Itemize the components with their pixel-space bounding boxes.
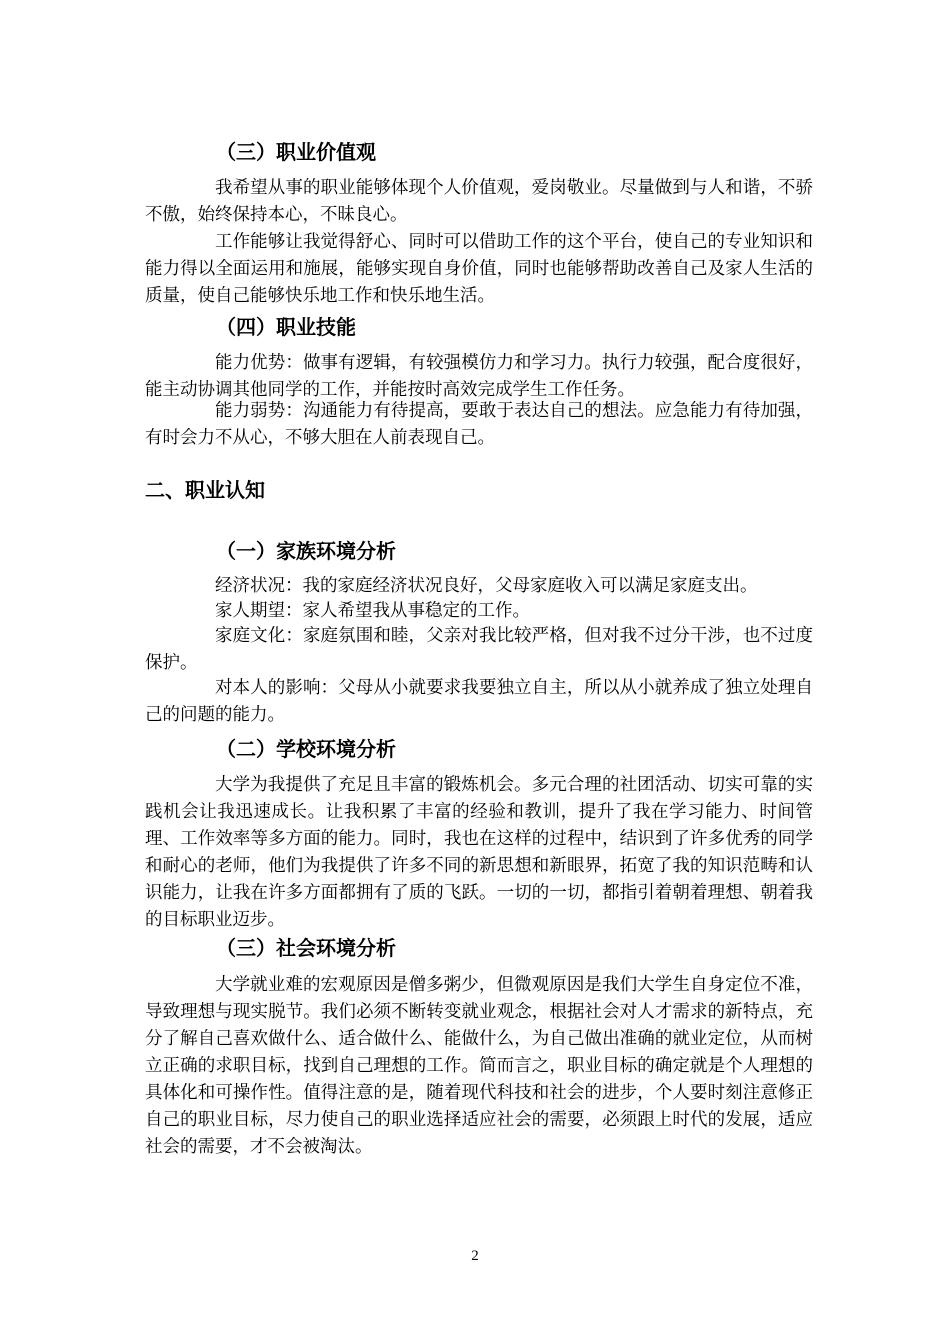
paragraph-family-economy: 经济状况：我的家庭经济状况良好，父母家庭收入可以满足家庭支出。 (215, 576, 758, 596)
heading-career-values: （三）职业价值观 (216, 140, 376, 164)
paragraph-family-expectation: 家人期望：家人希望我从事稳定的工作。 (215, 601, 530, 621)
heading-school-environment: （二）学校环境分析 (216, 737, 396, 761)
paragraph-school: 大学为我提供了充足且丰富的锻炼机会。多元合理的社团活动、切实可靠的实践机会让我迅速成长。让我积累了丰富的经验和教训，提升了我在学习能力、时间管理、工作效率等多方面的能力。同时，我也在这样的过程中，结识到了许多优秀的同学和耐心的老师，他们为我提供了许多不同的新思想和新眼界，拓宽了我的知识范畴和认识能力，让我在许多方面都拥有了质的飞跃。一切的一切，都指引着朝着理想、朝着我的目标职业迈步。 (145, 775, 813, 930)
paragraph-values-1: 我希望从事的职业能够体现个人价值观，爱岗敬业。尽量做到与人和谐，不骄不傲，始终保持本心，不昧良心。 (145, 178, 813, 225)
page-number: 2 (471, 1248, 479, 1264)
paragraph-family-influence: 对本人的影响：父母从小就要求我要独立自主，所以从小就养成了独立处理自己的问题的能力。 (145, 678, 813, 725)
paragraph-skills-strengths: 能力优势：做事有逻辑，有较强模仿力和学习力。执行力较强，配合度很好，能主动协调其他同学的工作，并能按时高效完成学生工作任务。 (145, 353, 813, 400)
paragraph-skills-weaknesses: 能力弱势：沟通能力有待提高，要敢于表达自己的想法。应急能力有待加强，有时会力不从心，不够大胆在人前表现自己。 (145, 401, 813, 448)
paragraph-family-culture: 家庭文化：家庭氛围和睦，父亲对我比较严格，但对我不过分干涉，也不过度保护。 (145, 626, 813, 673)
paragraph-values-2: 工作能够让我觉得舒心、同时可以借助工作的这个平台，使自己的专业知识和能力得以全面运用和施展，能够实现自身价值，同时也能够帮助改善自己及家人生活的质量，使自己能够快乐地工作和快乐地生活。 (145, 232, 813, 306)
heading-family-environment: （一）家族环境分析 (216, 539, 396, 563)
heading-career-cognition: 二、职业认知 (145, 478, 265, 502)
heading-society-environment: （三）社会环境分析 (216, 936, 396, 960)
paragraph-society: 大学就业难的宏观原因是僧多粥少，但微观原因是我们大学生自身定位不准，导致理想与现实脱节。我们必须不断转变就业观念，根据社会对人才需求的新特点，充分了解自己喜欢做什么、适合做什么、能做什么，为自己做出准确的就业定位，从而树立正确的求职目标，找到自己理想的工作。简而言之，职业目标的确定就是个人理想的具体化和可操作性。值得注意的是，随着现代科技和社会的进步，个人要时刻注意修正自己的职业目标，尽力使自己的职业选择适应社会的需要，必须跟上时代的发展，适应社会的需要，才不会被淘汰。 (145, 975, 813, 1157)
heading-career-skills: （四）职业技能 (216, 315, 356, 339)
